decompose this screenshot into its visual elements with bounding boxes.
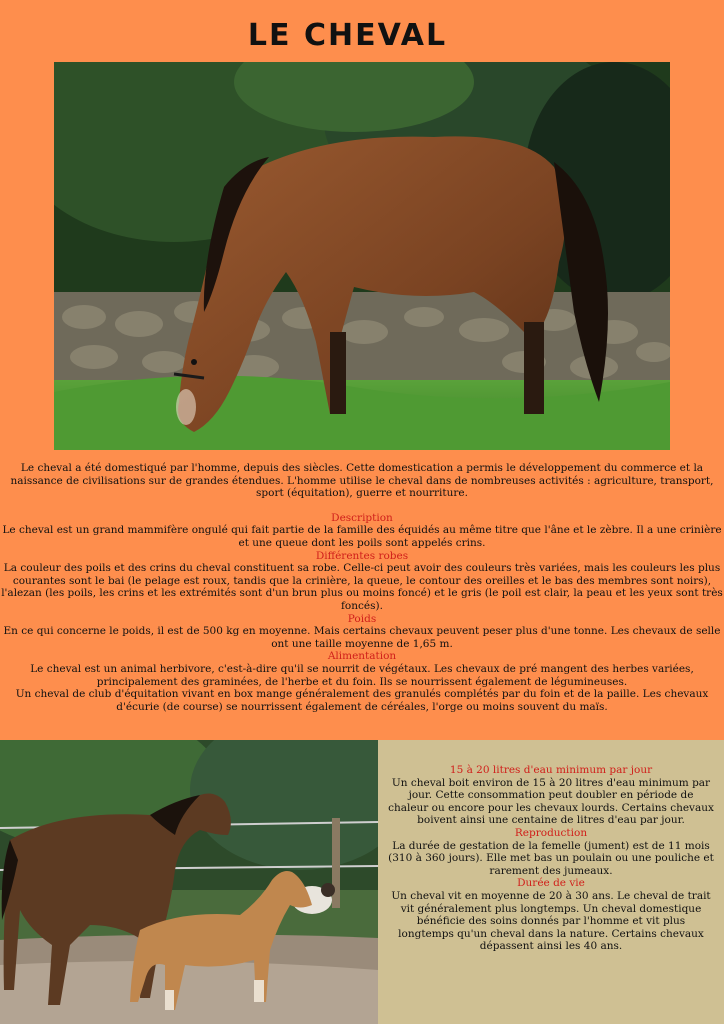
robes-text: La couleur des poils et des crins du cheval constituent sa robe. Celle-ci peut avoir des couleurs très variées, mais les couleurs les plus courantes sont le bai (le pelage est roux, tandis que la crinière, la queue, le contour des oreilles et le bas des membres sont noirs), l'alezan (les poils, les crins et les extrémités sont d'un brun plus ou moins foncé) et le gris (le poil est clair, la peau et les yeux sont très foncés). (1, 562, 723, 612)
reproduction-heading: Reproduction (514, 826, 588, 839)
poids-heading: Poids (347, 612, 377, 625)
intro-paragraph: Le cheval a été domestiqué par l'homme, depuis des siècles. Cette domestication a permis le développement du commerce et la naissance de civilisations sur de grandes étendues. L'homme utilise le cheval dans de nombreuses activités : agriculture, transport, sport (équitation), guerre et nourriture. (10, 462, 714, 500)
duree-de-vie-text: Un cheval vit en moyenne de 20 à 30 ans. Le cheval de trait vit généralement plus longtemps. Un cheval domestique bénéficie des soins donnés par l'homme et vit plus longtemps qu'un cheval dans la nature. Certains chevaux dépassent ainsi les 40 ans. (391, 889, 711, 953)
alimentation-text-2: Un cheval de club d'équitation vivant en box mange généralement des granulés complétés par du foin et de la paille. Les chevaux d'écurie (de course) se nourrissent également de céréales, l'orge ou moins souvent du maïs. (15, 688, 709, 713)
eau-heading: 15 à 20 litres d'eau minimum par jour (449, 764, 653, 776)
mare-and-foal-photo (0, 740, 378, 1024)
eau-text: Un cheval boit environ de 15 à 20 litres d'eau minimum par jour. Cette consommation peut doubler en période de chaleur ou encore pour les chevaux lourds. Certains chevaux boivent ainsi une centaine de litres d'eau par jour. (388, 776, 714, 827)
alimentation-text-1: Le cheval est un animal herbivore, c'est-à-dire qu'il se nourrit de végétaux. Les chevaux de pré mangent des herbes variées, principalement des graminées, de l'herbe et du foin. Ils se nourrissent également de légumineuses. (30, 662, 694, 688)
grazing-horse-photo (54, 62, 670, 450)
page-title: LE CHEVAL (247, 18, 448, 53)
description-heading: Description (331, 511, 393, 524)
robes-heading: Différentes robes (315, 549, 409, 562)
poids-text: En ce qui concerne le poids, il est de 500 kg en moyenne. Mais certains chevaux peuvent peser plus d'une tonne. Les chevaux de selle ont une taille moyenne de 1,65 m. (3, 625, 721, 650)
facts-panel (378, 740, 724, 1024)
main-article (0, 462, 724, 713)
reproduction-text: La durée de gestation de la femelle (jument) est de 11 mois (310 à 360 jours). Elle met bas un poulain ou une pouliche et rarement des jumeaux. (388, 839, 714, 877)
description-text: Le cheval est un grand mammifère ongulé qui fait partie de la famille des équidés au même titre que l'âne et le zèbre. Il a une crinière et une queue dont les poils sont appelés crins. (2, 524, 722, 549)
duree-de-vie-heading: Durée de vie (517, 877, 585, 890)
alimentation-heading: Alimentation (327, 650, 397, 663)
